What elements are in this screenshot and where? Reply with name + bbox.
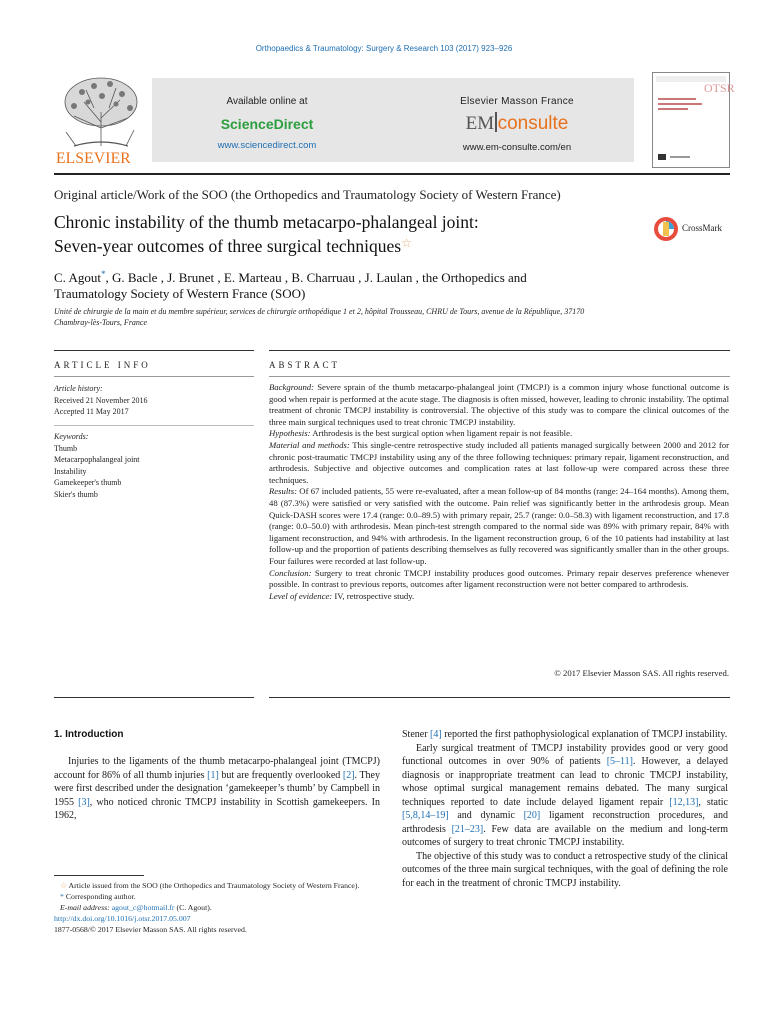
footnote-corresponding — [54, 891, 380, 902]
title-footnote-star[interactable]: ☆ — [401, 236, 412, 250]
corresponding-mark[interactable]: * — [100, 269, 106, 279]
abstract-methods — [269, 440, 729, 486]
methods-text: This single-centre retrospective study included all patients managed surgically between 2000 and 2012 for chronic post-traumatic TMCPJ instability using any of the three following techniques: primary repair, ligament reconstruction, and arthrodesis. Subjective and objective outcomes and complication rates at last follow-up were compared across these three techniques. — [269, 439, 729, 485]
text-run: . However, a delayed diagnosis or inappropriate treatment can lead to chronic TMCPJ instability, whose optimal surgical management remains debated. The many surgical techniques reported to date include delayed ligament repair — [402, 756, 728, 808]
intro-paragraph-2 — [402, 742, 728, 850]
citation-link[interactable]: [12,13] — [669, 796, 699, 808]
svg-text:OTSR: OTSR — [704, 81, 735, 95]
abstract-heading: ABSTRACT — [269, 360, 341, 370]
em-consulte-link[interactable]: www.em-consulte.com/en — [462, 142, 572, 153]
footnote-star: ☆ — [60, 881, 67, 890]
em-consulte-logo[interactable] — [417, 112, 617, 135]
citation-link[interactable]: [1] — [207, 769, 219, 781]
title-line-2: Seven-year outcomes of three surgical techniques — [54, 236, 402, 256]
background-label: Background: — [269, 382, 315, 392]
text-run: but are frequently overlooked — [218, 769, 343, 781]
sciencedirect-link[interactable]: www.sciencedirect.com — [217, 140, 317, 151]
email-link[interactable]: agout_c@hotmail.fr — [111, 903, 175, 912]
citation-link[interactable]: [20] — [523, 810, 541, 821]
article-info-bottom-rule — [54, 697, 254, 698]
text-run: ligament reconstruction procedures, and arthrodesis — [402, 810, 728, 835]
citation-link[interactable]: [5–11] — [606, 756, 633, 767]
article-title — [54, 212, 614, 257]
header-rule — [54, 173, 730, 175]
corresponding-text: Corresponding author. — [65, 892, 136, 901]
abstract-level — [269, 591, 729, 603]
keywords-block — [54, 431, 254, 500]
text-run: Early surgical treatment of TMCPJ instability provides good or very good functional outcomes in over 90% of patients — [402, 742, 728, 767]
abstract-body — [269, 382, 729, 602]
article-info-rule — [54, 350, 254, 351]
corresponding-mark-footnote: * — [60, 892, 64, 901]
hypothesis-label: Hypothesis: — [269, 428, 311, 439]
intro-paragraph-3: The objective of this study was to conduct a retrospective study of the clinical outcomes of the three main surgical techniques, with the goal of defining the role for each in the treatment of chronic TMCPJ instability. — [402, 850, 728, 889]
em-publisher-name: Elsevier Masson France — [460, 96, 574, 107]
affiliation: Unité de chirurgie de la main et du membre supérieur, services de chirurgie orthopédique 1 et 2, hôpital Trousseau, CHRU de Tours, avenue de la République, 37170 Chambray-lès-Tours, France — [54, 307, 585, 327]
level-label: Level of evidence: — [269, 590, 333, 601]
email-label: E-mail address: — [60, 903, 110, 912]
issn-line: 1877-0568/© 2017 Elsevier Masson SAS. All rights reserved. — [54, 925, 247, 934]
email-author-name: (C. Agout). — [176, 903, 212, 912]
keywords-label: Keywords: — [54, 432, 89, 441]
elsevier-logo[interactable] — [54, 72, 149, 168]
title-line-1: Chronic instability of the thumb metacarpo-phalangeal joint: — [54, 212, 479, 232]
banner-links-box — [152, 78, 634, 162]
text-run: , who noticed chronic TMCPJ instability in Scottish gamekeepers. In 1962, — [54, 796, 380, 821]
text-run: and dynamic — [448, 810, 524, 821]
journal-cover-icon — [652, 72, 735, 168]
methods-label: Material and methods: — [269, 439, 350, 450]
intro-paragraph-1 — [54, 755, 380, 823]
citation-link[interactable]: [3] — [78, 796, 90, 808]
em-consulte-block — [417, 78, 617, 162]
publisher-banner — [54, 72, 735, 168]
abstract-conclusion — [269, 568, 729, 591]
sciencedirect-logo[interactable]: ScienceDirect — [220, 116, 314, 132]
text-run: , static — [698, 796, 728, 808]
article-info-subrule — [54, 376, 254, 377]
doi-link[interactable]: http://dx.doi.org/10.1016/j.otsr.2017.05.007 — [54, 914, 191, 923]
footnote-rule — [54, 875, 144, 876]
background-text: Severe sprain of the thumb metacarpo-phalangeal joint (TMCPJ) is a common injury whose functional outcome is good when repair is performed at the acute stage. The diagnosis is often missed, however, leading to chronic instability. The optimal treatment of chronic TMCPJ instability is controversial. The objective of this study was to compare the clinical outcomes of the three main surgical techniques used to treat chronic TMCPJ instability. — [269, 382, 729, 427]
author-list — [54, 266, 674, 302]
citation-link[interactable]: [4] — [430, 729, 442, 740]
available-online-text: Available online at — [226, 96, 308, 107]
footnote-email — [54, 902, 380, 913]
footnote-text: Article issued from the SOO (the Orthopedics and Traumatology Society of Western France). — [68, 881, 360, 890]
body-column-left — [54, 755, 380, 823]
abstract-hypothesis — [269, 428, 729, 440]
hypothesis-text: Arthrodesis is the best surgical option when ligament repair is not feasible. — [312, 428, 573, 439]
results-label: Results: — [269, 486, 297, 497]
accepted-date: Accepted 11 May 2017 — [54, 407, 129, 416]
intro-paragraph-1-continued — [402, 728, 728, 742]
doi-line — [54, 913, 380, 924]
abstract-copyright: © 2017 Elsevier Masson SAS. All rights reserved. — [554, 668, 729, 678]
sciencedirect-block — [152, 78, 382, 162]
abstract-rule — [269, 350, 730, 351]
author-rest-line1: , G. Bacle , J. Brunet , E. Marteau , B. Charruau , J. Laulan , the Orthopedics and — [105, 270, 527, 285]
em-logo-left: EM — [465, 113, 495, 134]
footnote-article-issued — [54, 880, 380, 891]
text-run: Injuries to the ligaments of the thumb metacarpo-phalangeal joint (TMCPJ) account for 86% of all thumb injuries — [54, 756, 380, 781]
abstract-results — [269, 486, 729, 567]
results-text: Of 67 included patients, 55 were re-evaluated, after a mean follow-up of 84 months (range: 24–164 months). Among them, 48 (87.3%) were satisfied or very satisfied with the outcome. Pain relief was significantly better in the arthrodesis group. Mean Quick-DASH scores were 17.4 (range: 0.0–89.5) with primary repair, 25.7 (range: 0.0–58.3) with ligament reconstruction, and 17.8 (range: 0.0–50.0) with arthrodesis. Mean pinch-test strength compared to the normal side was 89% with primary repair, 84% with ligament reconstruction, and 94% with arthrodesis. In the ligament reconstruction group, 6 of the 10 patients had instability at last follow-up and the proportion of patients describing themselves as fully recovered was significantly smaller than in the other groups. Four failures were recorded at last follow-up. — [269, 486, 729, 566]
text-run: . Few data are available on the medium and long-term outcomes of surgery to treat chronic TMCPJ instability. — [402, 823, 728, 848]
journal-cover[interactable] — [652, 72, 735, 168]
keyword-item: Thumb — [54, 443, 78, 453]
text-run: Stener — [402, 729, 431, 740]
journal-citation-link[interactable]: Orthopaedics & Traumatology: Surgery & Research 103 (2017) 923–926 — [255, 44, 513, 53]
author-first: C. Agout — [54, 270, 101, 285]
text-run: . They were first described under the designation ‘gamekeeper’s thumb’ by Campbell in 1955 — [54, 769, 380, 808]
author-rest-line2: Traumatology Society of Western France (SOO) — [54, 286, 306, 301]
footnotes — [54, 880, 380, 935]
body-column-right — [402, 728, 728, 890]
abstract-bottom-rule — [269, 697, 730, 698]
level-text: IV, retrospective study. — [334, 590, 415, 601]
citation-link[interactable]: [5,8,14–19] — [402, 810, 449, 821]
crossmark-button[interactable] — [652, 214, 732, 244]
article-history — [54, 383, 254, 418]
keyword-item: Metacarpophalangeal joint — [54, 455, 140, 464]
elsevier-wordmark: ELSEVIER — [56, 150, 131, 167]
article-info-heading: ARTICLE INFO — [54, 360, 151, 370]
received-date: Received 21 November 2016 — [54, 395, 148, 405]
abstract-background — [269, 382, 729, 428]
article-type: Original article/Work of the SOO (the Orthopedics and Traumatology Society of Western France) — [54, 187, 561, 202]
conclusion-label: Conclusion: — [269, 567, 312, 578]
keywords-rule — [54, 425, 254, 426]
abstract-subrule — [269, 376, 730, 377]
citation-link[interactable]: [2] — [342, 769, 355, 781]
em-logo-right: consulte — [497, 113, 569, 134]
crossmark-label: CrossMark — [682, 223, 722, 233]
keyword-item: Skier's thumb — [54, 489, 98, 499]
history-label: Article history: — [54, 384, 103, 393]
keyword-item: Instability — [54, 466, 87, 476]
em-logo-divider — [495, 112, 497, 132]
conclusion-text: Surgery to treat chronic TMCPJ instability produces good outcomes. Primary repair deserves preference whenever possible. In contrast to previous reports, outcomes after ligament reconstruction were not better compared to arthrodesis. — [269, 567, 729, 590]
text-run: reported the first pathophysiological explanation of TMCPJ instability. — [441, 729, 728, 740]
intro-heading: 1. Introduction — [54, 729, 124, 740]
citation-link[interactable]: [21–23] — [451, 823, 484, 835]
elsevier-tree-icon — [54, 72, 149, 150]
keyword-item: Gamekeeper's thumb — [54, 478, 122, 487]
